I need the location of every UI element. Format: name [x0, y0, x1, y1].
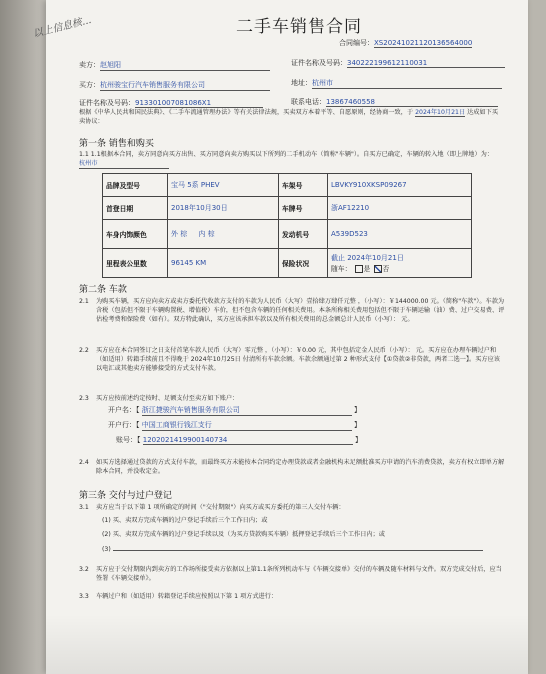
- plate-value: 浙AF12210: [327, 197, 471, 220]
- clause-3-2: 买方应于交付期限内到卖方的工作场所接受卖方依据以上第1.1条所列机动车与《车辆交接单》交付的车辆及随车材料与文件。双方完成交付后，应当签署《车辆交接单》。: [96, 566, 502, 583]
- clause-2-4-no: 2.4: [79, 459, 89, 466]
- account-name-value: 浙江捷骏汽车销售服务有限公司: [142, 405, 352, 416]
- clause-2-2-no: 2.2: [79, 347, 89, 354]
- buyer-id-label: 证件名称及号码：: [79, 99, 135, 107]
- engine-label: 发动机号: [278, 220, 327, 249]
- clause-2-1: 为购买车辆，买方应向卖方或卖方委托代收款方支付的车款为人民币（大写）壹拾肆万肆仟元整 ，（小写）：￥144000.00 元。（简称"车款"）。车款为含税（包括但不限于车辆购置税、增值税）车价，但不包含车辆的任何相关费用。本条所称相关费用包括但不限于车辆运输（油）费、过户交易费、评估检考费和保险费（如有）。双方特此确认，买方应该承担车款以及所有相关费用的总金额总计人民币（小写）： 元。: [96, 298, 505, 324]
- contract-page: [32, 0, 528, 674]
- seller-id-row: [291, 58, 505, 68]
- seller-row: [79, 60, 283, 71]
- preamble-text: 根据《中华人民共和国民法典》、《二手车流通管理办法》等有关法律法规，买卖双方本着平等、自愿原则，经协商一致，于: [79, 109, 414, 116]
- buyer-value: 杭州骏宝行汽车销售服务有限公司: [100, 80, 270, 91]
- insurance-no-checkbox[interactable]: [374, 265, 382, 273]
- color-value: [168, 220, 279, 249]
- engine-value: A539D523: [327, 220, 471, 249]
- clause-1-1-location: 杭州市: [79, 159, 169, 169]
- clause-1-1: [79, 150, 505, 169]
- clause-3-1-option-1: (1) 买、卖双方完成车辆的过户登记手续后三个工作日内；或: [102, 517, 268, 524]
- section1-heading: 第一条 销售和购买: [79, 139, 154, 149]
- vin-value: LBVKY910XKSP09267: [327, 174, 471, 197]
- address-row: [291, 78, 502, 89]
- clause-3-3-no: 3.3: [79, 593, 89, 600]
- interior-color: 内 棕: [198, 230, 215, 238]
- section2-heading: 第二条 车款: [79, 285, 127, 295]
- seller-id-value: 340222199612110031: [347, 59, 505, 68]
- contract-no-label: 合同编号：: [339, 39, 374, 47]
- brand-value: 宝马 5系 PHEV: [168, 174, 279, 197]
- handwritten-note: 以上信息核...: [32, 14, 93, 40]
- bank-row: 开户行：【 中国工商银行钱江支行 】: [108, 421, 361, 429]
- seller-label: 卖方：: [79, 61, 100, 69]
- preamble: [79, 108, 503, 126]
- background-left: [0, 0, 46, 674]
- phone-row: [291, 97, 498, 107]
- section3-heading: 第三条 交付与过户登记: [79, 491, 172, 501]
- clause-3-1-no: 3.1: [79, 504, 89, 511]
- vin-label: 车架号: [278, 174, 327, 197]
- clause-2-2: 买方应在本合同签订之日支付首笔车款人民币（大写）零元整 ，（小写）：￥0.00 元，其中包括定金人民币（小写）： 元。买方应在办理车辆过户和（如适用）转籍手续前且不得晚于 2024年10月25日 付清所有车款余额。车款余额通过第 2 种形式支付【①贷款②非贷款，两者二选一】。买方应该以电汇或其他卖方能够接受的方式支付车款。: [96, 347, 500, 373]
- clause-3-1-option-2: (2) 买、卖双方完成车辆的过户登记手续以及（为买方贷款购买车辆）抵押登记手续后三个工作日内；或: [102, 531, 385, 538]
- phone-label: 联系电话：: [291, 98, 326, 106]
- address-label: 地址：: [291, 79, 312, 87]
- page-title: 二手车销售合同: [236, 17, 362, 37]
- insurance-attached: [331, 263, 468, 273]
- buyer-id-value: 913301007081086X1: [135, 99, 263, 108]
- clause-1-1-text: 1.1 1.1根据本合同，卖方同意向买方出售、买方同意向卖方购买以下所列的二手机动车（简称"车辆"）。自买方已确定，车辆的转入地（即上牌地）为：: [79, 151, 494, 158]
- option-3-label: (3): [102, 546, 111, 553]
- account-no-row: 账号：【 1202021419900140734 】: [116, 436, 362, 444]
- insurance-no-label: 否: [382, 265, 390, 273]
- account-name-row: 开户名：【 浙江捷骏汽车销售服务有限公司 】: [108, 406, 361, 414]
- insurance-label: 保险状况: [278, 249, 327, 278]
- clause-2-3-no: 2.3: [79, 395, 89, 402]
- buyer-row: [79, 80, 270, 91]
- clause-2-1-no: 2.1: [79, 298, 89, 305]
- plate-label: 车牌号: [278, 197, 327, 220]
- preamble-text-end: 达成如下买卖协议：: [79, 109, 499, 126]
- insurance-expiry: 截止 2024年10月21日: [330, 254, 404, 262]
- account-no-label: 账号：: [116, 436, 137, 444]
- account-no-value: 1202021419900140734: [143, 436, 353, 445]
- buyer-id-row: [79, 98, 263, 108]
- clause-3-1: 卖方应当于以下第 1 项所确定的时间（"交付期限"）向买方或买方委托的第三人交付车辆：: [96, 504, 345, 511]
- reg-value: 2018年10月30日: [168, 197, 279, 220]
- seller-value: 赵旭阳: [100, 60, 270, 71]
- insurance-yes-checkbox[interactable]: [355, 265, 363, 273]
- clause-2-4: 如买方选择通过贷款的方式支付车款，而最终买方未能按本合同约定办理贷款或者金融机构未足额批准买方申请的汽车消费贷款，卖方有权立即单方解除本合同，并没收定金。: [96, 459, 505, 476]
- vehicle-table: [102, 173, 472, 278]
- insurance-yes-label: 是: [363, 265, 371, 273]
- mileage-label: 里程表公里数: [103, 249, 168, 278]
- color-label: 车身内饰颜色: [103, 220, 168, 249]
- contract-no-value: XS20241021120136564000: [374, 39, 473, 47]
- exterior-color: 外 棕: [171, 230, 188, 238]
- clause-3-1-option-3: [102, 545, 483, 554]
- clause-3-2-no: 3.2: [79, 566, 89, 573]
- bank-label: 开户行：: [108, 421, 136, 429]
- clause-3-3: 车辆过户和（如适用）转籍登记手续应按照以下第 1 项方式进行：: [96, 593, 278, 600]
- address-value: 杭州市: [312, 78, 502, 89]
- insurance-value: [327, 249, 471, 278]
- bank-value: 中国工商银行钱江支行: [142, 420, 352, 431]
- brand-label: 品牌及型号: [103, 174, 168, 197]
- seller-id-label: 证件名称及号码：: [291, 59, 347, 67]
- insurance-attached-label: 随车：: [330, 265, 352, 273]
- clause-2-3: 买方应按前述约定按时、足额支付至卖方如下账户：: [96, 395, 239, 402]
- option-3-blank[interactable]: [113, 550, 483, 551]
- contract-no: [339, 38, 472, 48]
- buyer-label: 买方：: [79, 81, 100, 89]
- account-name-label: 开户名：: [108, 406, 136, 414]
- preamble-date: 2024年10月21日: [415, 109, 466, 116]
- phone-value: 13867460558: [326, 98, 498, 107]
- mileage-value: 96145 KM: [168, 249, 279, 278]
- reg-label: 首登日期: [103, 197, 168, 220]
